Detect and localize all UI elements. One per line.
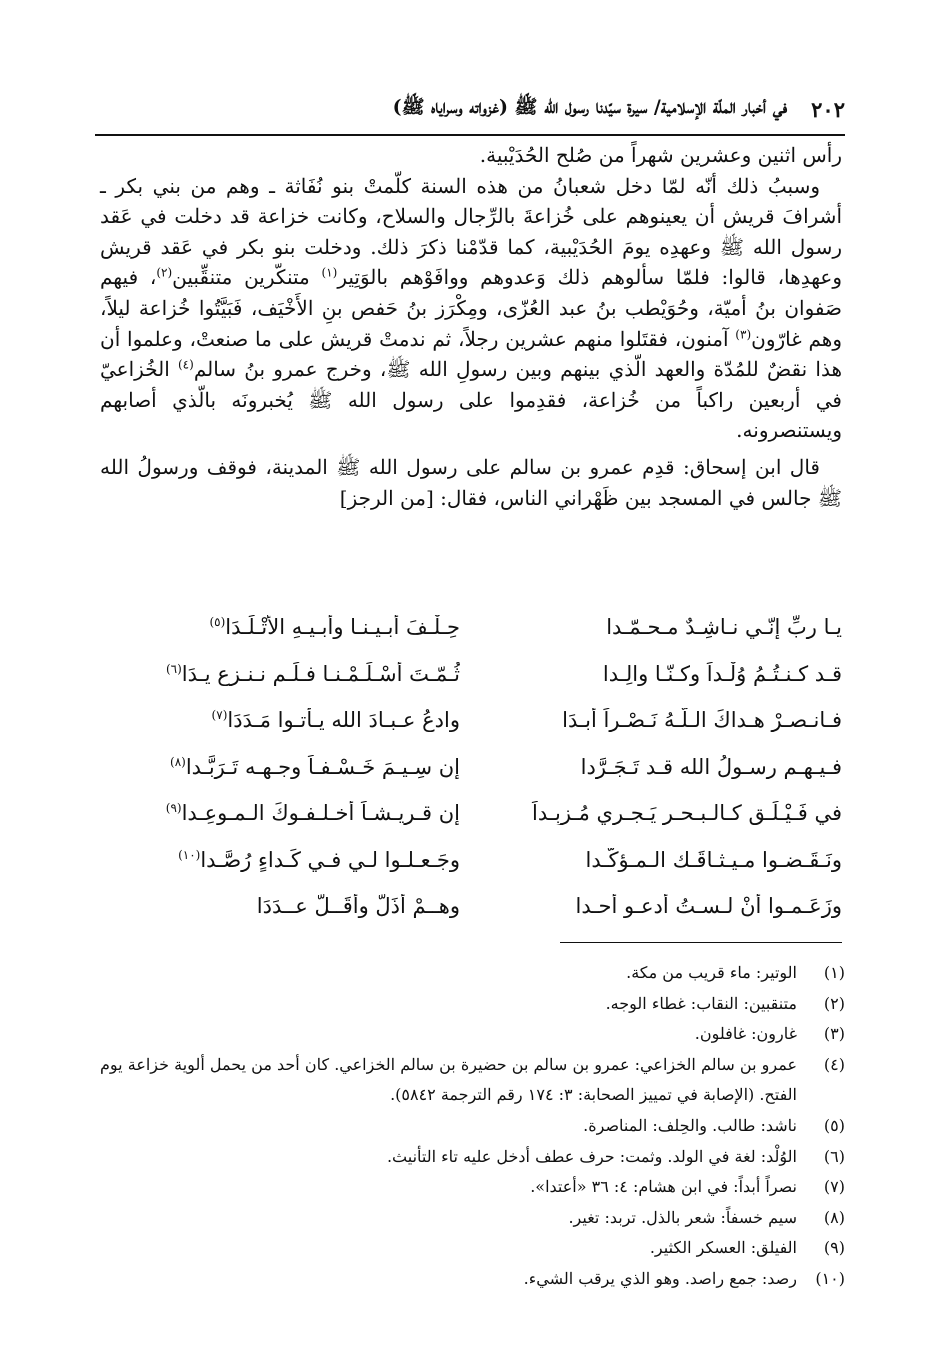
page-number: ٢٠٢ xyxy=(811,96,845,122)
footnote xyxy=(100,1203,845,1234)
footnote xyxy=(100,958,845,989)
header-rule xyxy=(95,134,845,136)
paragraph-2-part-d: آمنون، فقتَلوا منهم عشرين رجلاً، ثم ندمتْ قريش على ما صنعتْ، وعلموا أن هذا نقضٌ للمُدّة والعهد الّذي بينهم وبين رسولِ الله ﷺ، وخرج عمرو بنُ سالم xyxy=(100,326,842,382)
footnote xyxy=(100,989,845,1020)
footnote xyxy=(100,1264,845,1295)
verse-second-hemistich xyxy=(100,848,460,872)
footnote-number: (٢) xyxy=(823,993,845,1013)
footnote xyxy=(100,1019,845,1050)
footnote-number: (٤) xyxy=(823,1054,845,1074)
header-title: في أخبار الملّة الإسلامية/ سيرة سيّدنا رسول الله ﷺ (غزواته وسراياه ﷺ) xyxy=(392,96,788,118)
footnote-text: رصد: جمع راصد. وهو الذي يرقب الشيء. xyxy=(523,1268,797,1288)
verse-second-hemistich xyxy=(100,801,460,825)
verse-first-hemistich: فـيـهـم رسـولُ الله قـد تَـجَـرَّدا xyxy=(580,754,842,779)
verse-second-hemistich xyxy=(100,894,460,918)
verse-first-hemistich: يـا ربِّ إنّـي نـاشِـدٌ مـحـمّـدا xyxy=(606,615,842,640)
footnote-separator xyxy=(560,942,842,943)
verse-second-text: حِـلْـفَ أبـيـنـا وأبـيـهِ الأَتْـلَـدَا xyxy=(225,615,460,640)
footnote xyxy=(100,1233,845,1264)
footnote-text: سيم خسفاً: شعر بالذل. تربد: تغير. xyxy=(568,1207,797,1227)
verse-first-hemistich: ونَـقَـضـوا مـيـثـاقَـك الـمـؤكَّـدا xyxy=(585,847,842,872)
footnote-text: الفيلق: العسكر الكثير. xyxy=(649,1238,797,1258)
footnote-number: (٥) xyxy=(823,1115,845,1135)
footnote-ref-3: (٣) xyxy=(735,326,752,341)
verse-first-hemistich: وزَعَـمـوا أنْ لـسـتُ أدعـو أحـدا xyxy=(575,894,842,919)
footnote-ref: (٨) xyxy=(170,754,186,769)
verse-second-hemistich xyxy=(100,708,460,732)
verse-second-text: إن سِـيـمَ خَـسْـفـاً وجـهـه تَـرَبَّـدا xyxy=(185,754,460,779)
verse xyxy=(100,604,842,651)
verse-second-hemistich xyxy=(100,662,460,686)
footnote-number: (٨) xyxy=(823,1207,845,1227)
footnote-text: غارون: غافلون. xyxy=(694,1024,797,1044)
footnote-text: نصراً أبداً: في ابن هشام: ٤: ٣٦ «أعتدا». xyxy=(530,1177,797,1197)
verse xyxy=(100,790,842,837)
verse-second-text: وادعُ عـبـادَ الله يـأتـوا مَـدَدَا xyxy=(227,708,460,733)
verse-second-text: ثُـمّـتَ أسْـلَـمْـنـا فـلَـم نـنـزِع يـدَا xyxy=(181,661,460,686)
paragraph-2-part-c: ، فيهم صَفوان بنُ أميّة، وحُوَيْطب بنُ عبد العُزّى، ومِكْرَز بنُ حَفص بنِ الأَخْيَف، فَبَيَّتُوا خُزاعة ليلاً، وهم غارّون xyxy=(100,265,842,351)
verse-first-hemistich: قـد كـنـتُـمُ وُلْـداً وكـنّـا والِـدا xyxy=(602,661,842,686)
verse-second-text: وهــمْ أذَلُّ وأقَــلُّ عــدَدَا xyxy=(256,894,460,919)
footnote-text: ناشد: طالب. والحِلف: المناصرة. xyxy=(583,1115,797,1135)
footnote-number: (٧) xyxy=(823,1177,845,1197)
footnote-text: الوتير: ماء قريب من مكة. xyxy=(626,963,797,982)
paragraph-2-part-b: متنكّرين متنقِّبين xyxy=(172,265,322,290)
footnote-number: (٦) xyxy=(823,1146,845,1166)
verse xyxy=(100,883,842,930)
footnote xyxy=(100,1142,845,1173)
footnote-ref-2: (٢) xyxy=(156,265,173,280)
paragraph-2-part-a: وسببُ ذلك أنّه لمّا دخل شعبانُ من هذه السنة كلّمتْ بنو نُفَاثة ـ وهم من بني بكر ـ أشرافَ قريش أن يعينوهم على خُزاعةَ بالرِّجال والسلاح، وكانت خزاعة قد دخلت في عَقد رسول الله ﷺ وعهدِه يومَ الحُدَيْبية، كما قدّمْنا ذكرَ ذلك. ودخلت بنو بكر في عَقد قريش وعهدِها، قالوا: فلمّا سألوهم ذلك وَعدوهم ووافَوْهم بالوَتِير xyxy=(100,173,843,290)
paragraph-2-part-e: الخُزاعيّ في أربعين راكباً من خُزاعة، فقدِموا على رسول الله ﷺ يُخبرونَه بالّذي أصابهم ويستنصرونه. xyxy=(100,357,842,443)
verse-second-text: وجَـعـلـوا لـي فـي كَـداءٍ رُصَّـدا xyxy=(200,847,460,872)
verse xyxy=(100,651,842,698)
verse-first-hemistich: في فَـيْـلَـقٍ كـالـبـحـر يَـجـري مُـزبِـداً xyxy=(532,801,842,826)
footnote-text: الوُلْد: لغة في الولد. وثمت: حرف عطف أدخل عليه تاء التأنيث. xyxy=(386,1146,797,1166)
footnote-ref: (٥) xyxy=(209,615,226,630)
footnote-number: (١٠) xyxy=(815,1268,845,1288)
footnote-ref: (٩) xyxy=(165,801,182,816)
footnote-text: متنقبين: النقاب: غطاء الوجه. xyxy=(605,993,797,1013)
verse-second-hemistich xyxy=(100,615,460,639)
footnote-number: (٣) xyxy=(823,1024,845,1044)
verse xyxy=(100,837,842,884)
footnotes xyxy=(100,958,845,1295)
main-text xyxy=(100,140,842,513)
verse-first-hemistich: فـانـصـرْ هـداكَ الـلّـهُ نَـصْـراً أبـدَا xyxy=(562,708,842,733)
paragraph-3: قال ابن إسحاق: قدِم عمرو بن سالم على رسول الله ﷺ المدينة، فوقف ورسولُ الله ﷺ جالس في المسجد بين ظَهْراني الناس، فقال: [من الرجز] xyxy=(100,454,842,510)
footnote xyxy=(100,1111,845,1142)
verse-second-text: إن قـريـشـاً أخـلـفـوكَ الـمـوعِـدا xyxy=(181,801,460,826)
footnote-text: عمرو بن سالم الخزاعي: عمرو بن سالم بن حضيرة بن سالم الخزاعي. كان أحد من يحمل ألوية خزاعة يوم الفتح. (الإصابة في تمييز الصحابة: ٣: ١٧٤ رقم الترجمة ٥٨٤٢). xyxy=(100,1054,797,1105)
footnote-ref: (٧) xyxy=(211,708,228,723)
footnote-number: (١) xyxy=(823,963,845,982)
footnote-ref: (١٠) xyxy=(178,847,201,862)
running-header xyxy=(95,92,845,126)
footnote xyxy=(100,1050,845,1111)
footnote-ref-1: (١) xyxy=(321,265,338,280)
footnote-ref: (٦) xyxy=(165,661,182,676)
footnote-ref-4: (٤) xyxy=(177,357,194,372)
verse xyxy=(100,697,842,744)
paragraph-2 xyxy=(100,171,842,446)
footnote xyxy=(100,1172,845,1203)
paragraph-1: رأس اثنين وعشرين شهراً من صُلح الحُدَيْبية. xyxy=(479,143,842,167)
poem xyxy=(100,604,842,930)
footnote-number: (٩) xyxy=(823,1238,845,1258)
verse-second-hemistich xyxy=(100,755,460,779)
verse xyxy=(100,744,842,791)
